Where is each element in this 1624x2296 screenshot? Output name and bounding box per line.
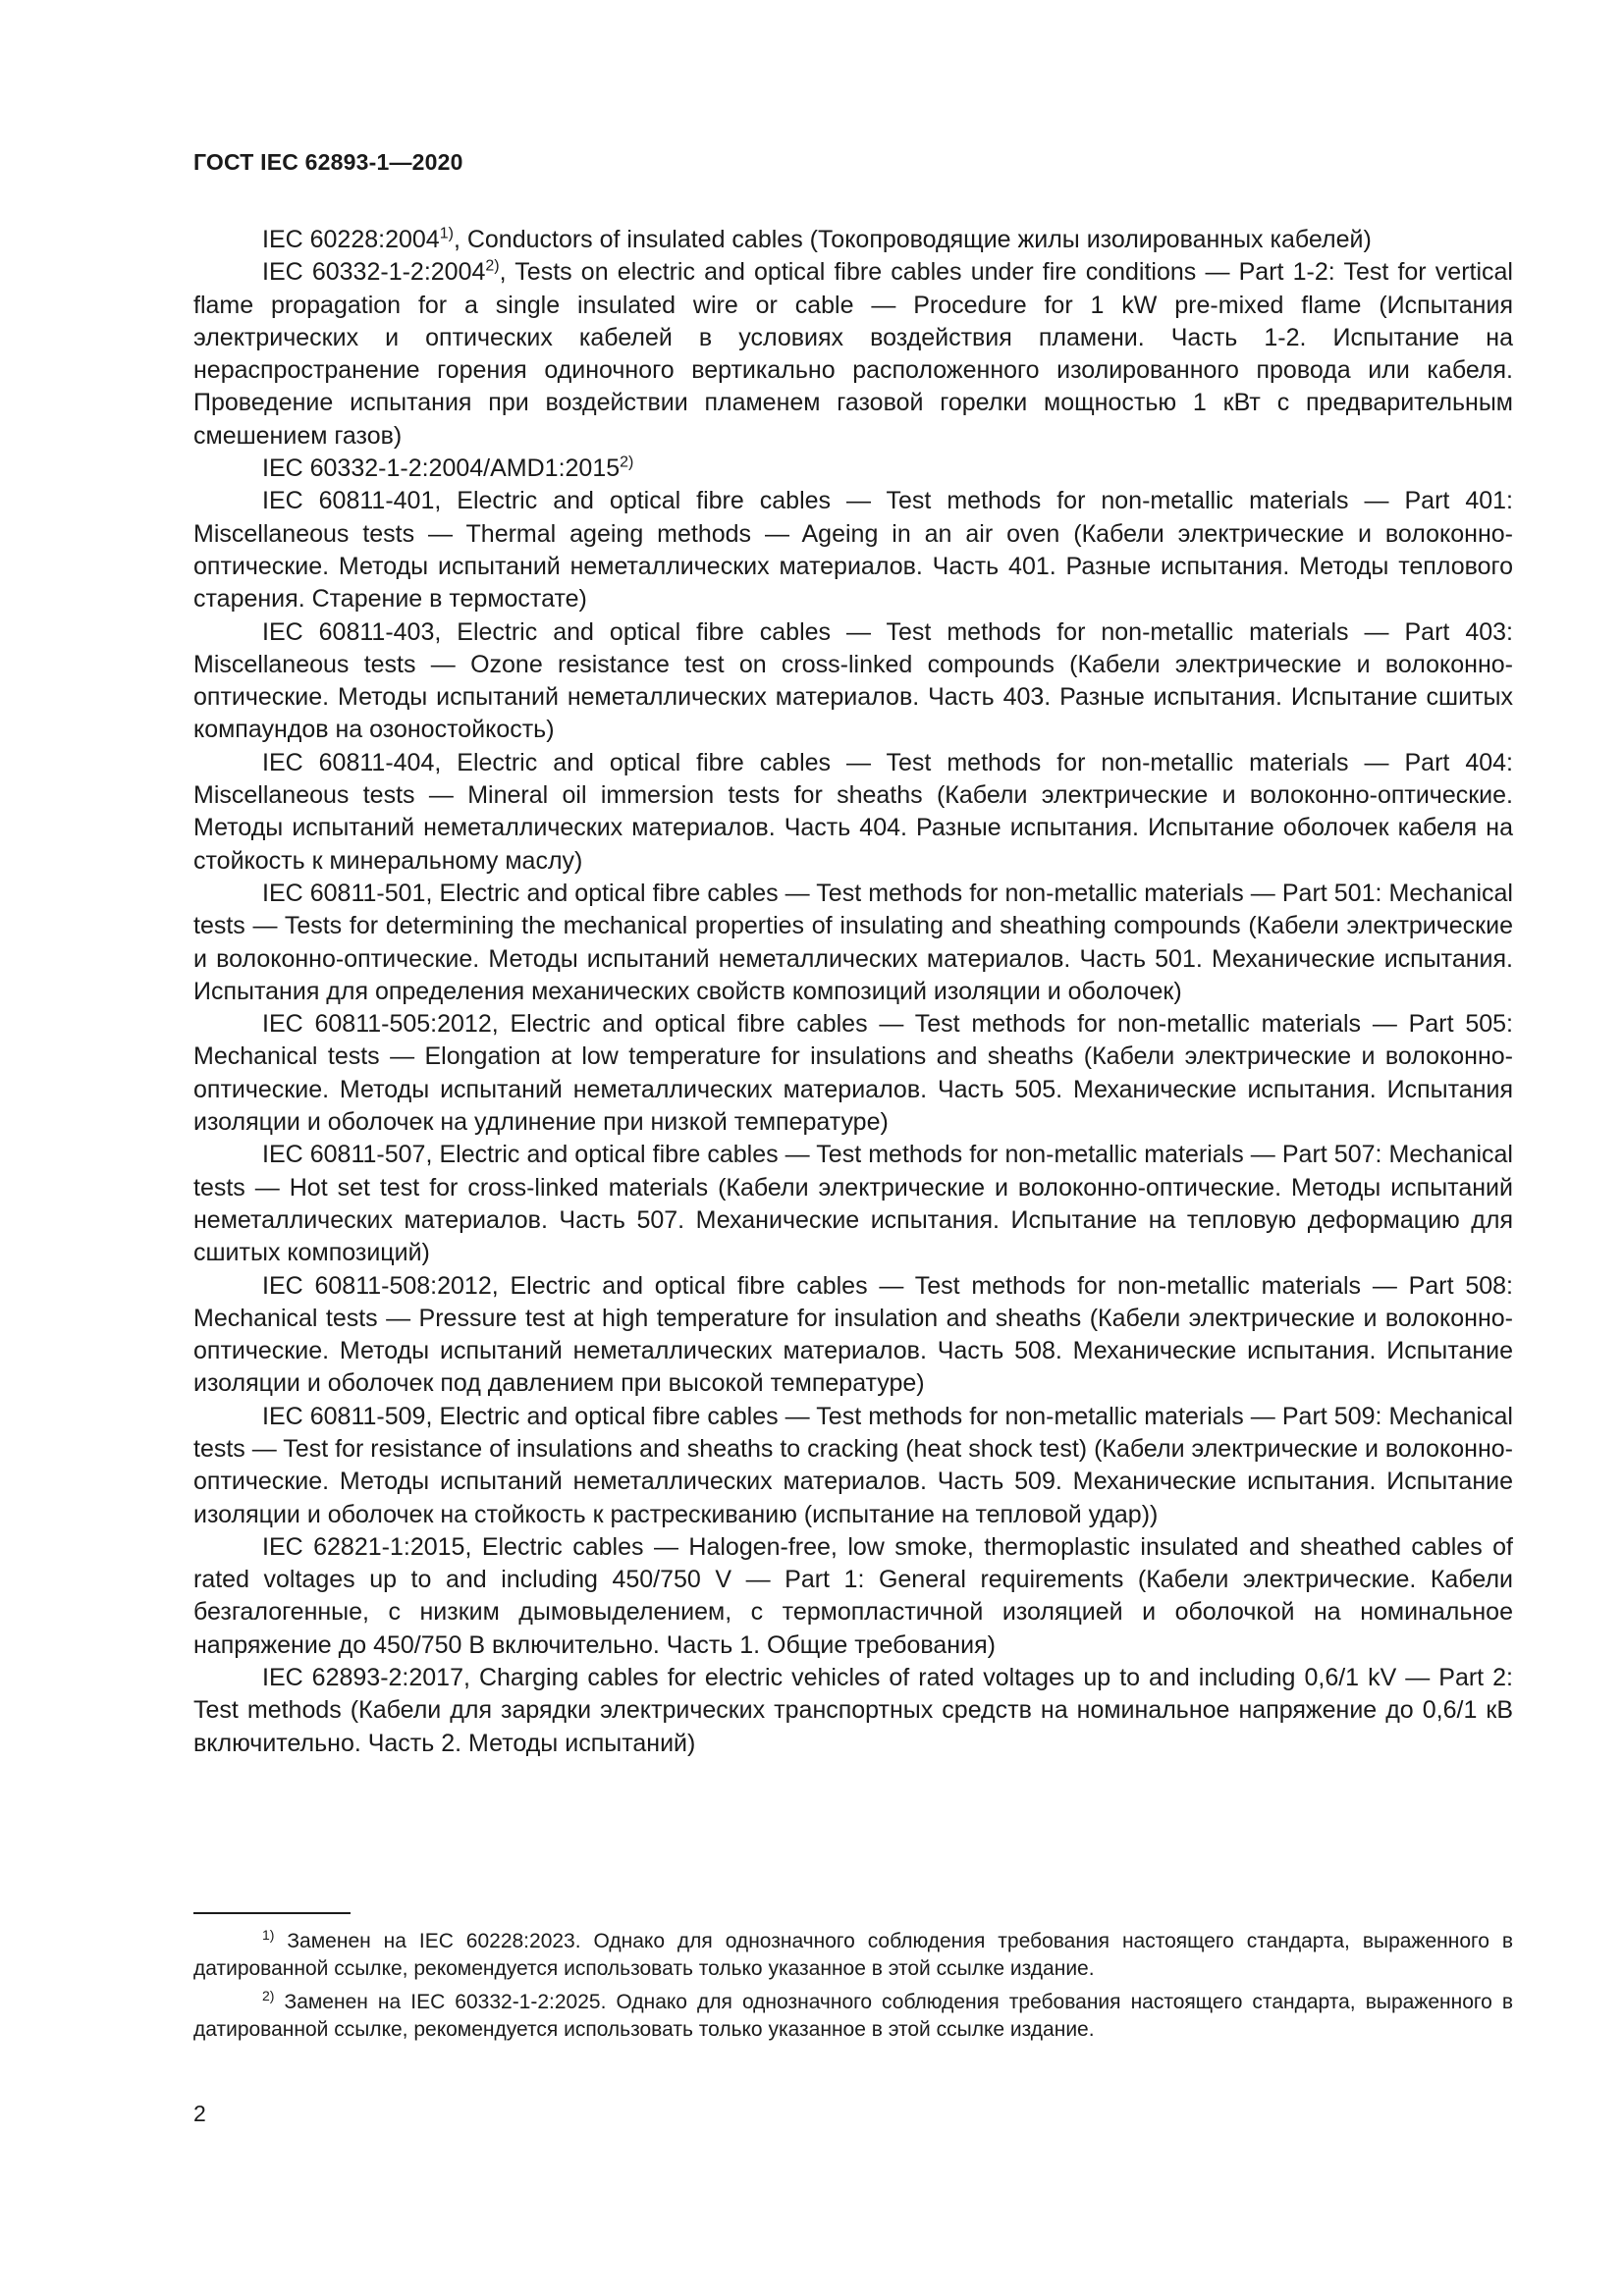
reference-text: , Electric and optical fibre cables — Test methods for non-metallic materials — Part 507: Mechanical tests — Hot set test for cross-linked materials (Кабели электрические и волоконно-оптические. Методы испытаний неметаллических материалов. Часть 507. Механические испытания. Испытание на тепловую деформацию для сшитых композиций) (193, 1141, 1513, 1267)
footnote-item (193, 1989, 1513, 2044)
reference-item (193, 1662, 1513, 1760)
reference-item (193, 1008, 1513, 1139)
reference-text: , Electric and optical fibre cables — Test methods for non-metallic materials — Part 508: Mechanical tests — Pressure test at high temperature for insulation and sheaths (Кабели электрические и волоконно-оптические. Методы испытаний неметаллических материалов. Часть 508. Механические испытания. Испытание изоляции и оболочек под давлением при высокой температуре) (193, 1271, 1513, 1398)
reference-text: , Electric and optical fibre cables — Test methods for non-metallic materials — Part 404: Miscellaneous tests — Mineral oil immersion tests for sheaths (Кабели электрические и волоконно-оптические. Методы испытаний неметаллических материалов. Часть 404. Разные испытания. Испытание оболочек кабеля на стойкость к минеральному маслу) (193, 748, 1513, 875)
reference-text: , Electric and optical fibre cables — Test methods for non-metallic materials — Part 401: Miscellaneous tests — Thermal ageing methods — Ageing in an air oven (Кабели электрические и волоконно-оптические. Методы испытаний неметаллических материалов. Часть 401. Разные испытания. Методы теплового старения. Старение в термостате) (193, 487, 1513, 614)
footnote-mark: 1) (439, 225, 454, 242)
reference-text: , Tests on electric and optical fibre cables under fire conditions — Part 1-2: Test for vertical flame propagation for a single insulated wire or cable — Procedure for 1 kW pre-mixed flame (Испытания электрических и оптических кабелей в условиях воздействия пламени. Часть 1-2. Испытание на нераспространение горения одиночного вертикально расположенного изолированного провода или кабеля. Проведение испытания при воздействии пламенем газовой горелки мощностью 1 кВт с предварительным смешением газов) (193, 258, 1513, 450)
reference-id: IEC 62821-1:2015 (262, 1532, 465, 1561)
footnote-mark: 1) (262, 1927, 275, 1943)
reference-item (193, 1531, 1513, 1662)
reference-id: IEC 60811-509 (262, 1402, 426, 1430)
footnotes (193, 1912, 1513, 2050)
reference-text: , Electric and optical fibre cables — Test methods for non-metallic materials — Part 501: Mechanical tests — Tests for determining the mechanical properties of insulating and sheathing compounds (Кабели электрические и волоконно-оптические. Методы испытаний неметаллических материалов. Часть 501. Механические испытания. Испытания для определения механических свойств композиций изоляции и оболочек) (193, 879, 1513, 1005)
reference-item (193, 224, 1513, 256)
reference-id: IEC 60811-507 (262, 1141, 426, 1169)
footnote-mark: 2) (620, 454, 634, 471)
reference-text: , Electric cables — Halogen-free, low smoke, thermoplastic insulated and sheathed cables of rated voltages up to and including 450/750 V — Part 1: General requirements (Кабели электрические. Кабели безгалогенные, с низким дымовыделением, с термопластичной изоляцией и оболочкой на номинальное напряжение до 450/750 В включительно. Часть 1. Общие требования) (193, 1532, 1513, 1659)
reference-item (193, 1270, 1513, 1401)
reference-item (193, 1401, 1513, 1531)
reference-item (193, 878, 1513, 1008)
footnote-divider (193, 1912, 351, 1914)
reference-item (193, 616, 1513, 747)
reference-id: IEC 60811-401 (262, 487, 435, 515)
reference-item (193, 485, 1513, 615)
reference-id: IEC 60332-1-2:2004/AMD1:2015 (262, 454, 621, 483)
page-header-title: ГОСТ IEC 62893-1—2020 (193, 149, 463, 175)
reference-item (193, 453, 1513, 485)
reference-text: , Charging cables for electric vehicles of rated voltages up to and including 0,6/1 kV — Part 2: Test methods (Кабели для зарядки электрических транспортных средств на номинальное напряжение до 0,6/1 кВ включительно. Часть 2. Методы испытаний) (193, 1664, 1513, 1757)
reference-id: IEC 60811-505:2012 (262, 1010, 492, 1039)
reference-item (193, 1139, 1513, 1269)
reference-id: IEC 60811-403 (262, 617, 435, 646)
footnote-text: Заменен на IEC 60228:2023. Однако для однозначного соблюдения требования настоящего стандарта, выраженного в датированной ссылке, рекомендуется использовать только указанное в этой ссылке издание. (193, 1930, 1513, 1980)
footnote-mark: 2) (262, 1988, 275, 2003)
reference-text: , Electric and optical fibre cables — Test methods for non-metallic materials — Part 505: Mechanical tests — Elongation at low temperature for insulations and sheaths (Кабели электрические и волоконно-оптические. Методы испытаний неметаллических материалов. Часть 505. Механические испытания. Испытания изоляции и оболочек на удлинение при низкой температуре) (193, 1010, 1513, 1137)
footnote-item (193, 1928, 1513, 1983)
reference-id: IEC 62893-2:2017 (262, 1664, 463, 1692)
page-number: 2 (193, 2101, 206, 2126)
reference-id: IEC 60811-508:2012 (262, 1271, 492, 1300)
reference-item (193, 747, 1513, 878)
footnote-text: Заменен на IEC 60332-1-2:2025. Однако для однозначного соблюдения требования настоящего стандарта, выраженного в датированной ссылке, рекомендуется использовать только указанное в этой ссылке издание. (193, 1991, 1513, 2041)
reference-id: IEC 60811-501 (262, 879, 426, 907)
reference-item (193, 256, 1513, 453)
reference-text: , Electric and optical fibre cables — Test methods for non-metallic materials — Part 509: Mechanical tests — Test for resistance of insulations and sheaths to cracking (heat shock test) (Кабели электрические и волоконно-оптические. Методы испытаний неметаллических материалов. Часть 509. Механические испытания. Испытание изоляции и оболочек на стойкость к растрескиванию (испытание на тепловой удар)) (193, 1402, 1513, 1528)
normative-references (193, 224, 1513, 1760)
footnote-mark: 2) (485, 257, 500, 275)
reference-text: , Conductors of insulated cables (Токопроводящие жилы изолированных кабелей) (453, 226, 1372, 253)
reference-text: , Electric and optical fibre cables — Test methods for non-metallic materials — Part 403: Miscellaneous tests — Ozone resistance test on cross-linked compounds (Кабели электрические и волоконно-оптические. Методы испытаний неметаллических материалов. Часть 403. Разные испытания. Испытание сшитых компаундов на озоностойкость) (193, 617, 1513, 744)
reference-id: IEC 60228:2004 (262, 226, 440, 253)
reference-id: IEC 60332-1-2:2004 (262, 258, 486, 287)
reference-id: IEC 60811-404 (262, 748, 435, 776)
